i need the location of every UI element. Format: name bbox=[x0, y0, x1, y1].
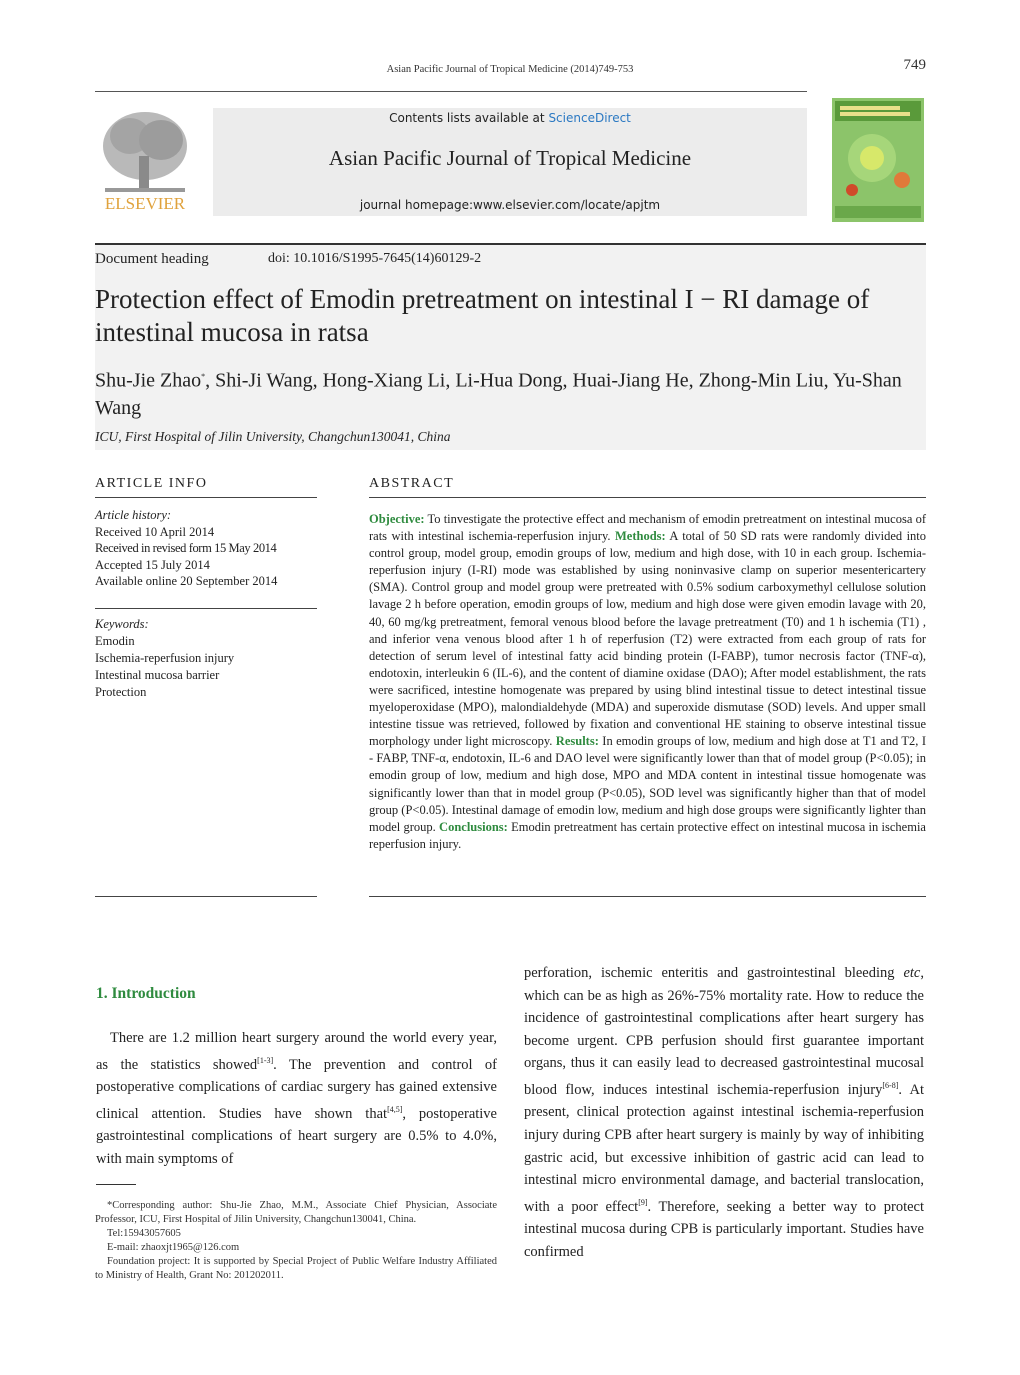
citation[interactable]: [9] bbox=[638, 1197, 648, 1207]
title-block-rule bbox=[95, 243, 926, 245]
conclusions-text: Emodin pretreatment has certain protective effect on intestinal mucosa in ischemia reperfusion injury. bbox=[369, 819, 926, 851]
article-info-rule bbox=[95, 497, 317, 498]
document-heading: Document heading bbox=[95, 251, 209, 267]
abstract-rule bbox=[369, 497, 926, 498]
keyword-item: Ischemia-reperfusion injury bbox=[95, 651, 235, 665]
methods-label: Methods: bbox=[610, 529, 666, 544]
article-title: Protection effect of Emodin pretreatment on intestinal I − RI damage of intestinal mucosa in ratsa bbox=[95, 284, 870, 347]
elsevier-logo-text: ELSEVIER bbox=[104, 194, 186, 213]
objective-label: Objective: bbox=[369, 512, 425, 526]
body-column-left bbox=[96, 1027, 497, 1170]
keywords-rule bbox=[95, 608, 317, 609]
history-label: Article history: bbox=[95, 508, 172, 522]
article-info-heading: ARTICLE INFO bbox=[95, 476, 208, 491]
body-text: . The prevention and control of postoperative complications of cardiac surgery has gained extensive clinical attention. Studies have shown that bbox=[96, 1056, 498, 1122]
other-authors: , Shi-Ji Wang, Hong-Xiang Li, Li-Hua Dong, Huai-Jiang He, Zhong-Min Liu, Yu-Shan Wang bbox=[95, 369, 902, 419]
footnote-rule bbox=[96, 1184, 136, 1185]
corresponding-author-note: *Corresponding author: Shu-Jie Zhao, M.M., Associate Chief Physician, Associate Professor, ICU, First Hospital of Jilin University, Changchun130041, China. bbox=[95, 1200, 497, 1225]
corresponding-mark: * bbox=[201, 372, 206, 381]
citation[interactable]: [1-3] bbox=[257, 1055, 274, 1065]
body-text: , which can be as high as 26%-75% mortality rate. How to reduce the incidence of gastrointestinal complications after heart surgery has become urgent. CPB perfusion should first guarantee important organs, thus it can easily lead to decreased gastrointestinal mucosal blood flow, induces intestinal ischemia-reperfusion injury bbox=[524, 965, 924, 1098]
online-date: Available online 20 September 2014 bbox=[95, 574, 278, 588]
header-rule bbox=[95, 91, 807, 92]
results-label: Results: bbox=[552, 734, 599, 749]
running-head: Asian Pacific Journal of Tropical Medicine (2014)749-753 bbox=[386, 64, 634, 75]
keyword-item: Protection bbox=[95, 685, 147, 699]
body-text: There are 1.2 million heart surgery around the world every year, as the statistics showed bbox=[96, 1030, 497, 1073]
keyword-item: Intestinal mucosa barrier bbox=[95, 668, 220, 682]
authors bbox=[95, 363, 927, 422]
telephone-note: Tel:15943057605 bbox=[107, 1228, 181, 1239]
foundation-note: Foundation project: It is supported by Special Project of Public Welfare Industry Affiliated to Ministry of Health, Grant No: 201202011. bbox=[95, 1256, 497, 1281]
results-text: In emodin groups of low, medium and high dose at T1 and T2, I - FABP, TNF-α, endotoxin, IL-6 and DAO level were significantly lower than that of model group (P<0.05); in emodin group of low, medium and high dose, MPO and MDA content in intestinal tissue homogenate was significantly lower than that in model group (P<0.05), SOD level was significantly higher than that of model group (P<0.05). Intestinal damage of emodin low, medium and high dose groups were significantly lighter than model group. bbox=[369, 734, 926, 834]
citation[interactable]: [6-8] bbox=[882, 1080, 899, 1090]
journal-cover-image bbox=[832, 98, 924, 222]
keyword-item: Emodin bbox=[95, 634, 135, 648]
contents-prefix: Contents lists available at bbox=[389, 111, 549, 125]
citation[interactable]: [4,5] bbox=[387, 1104, 403, 1114]
received-date: Received 10 April 2014 bbox=[95, 524, 215, 539]
keywords bbox=[95, 616, 317, 701]
accepted-date: Accepted 15 July 2014 bbox=[95, 557, 210, 572]
elsevier-logo bbox=[95, 106, 195, 214]
objective-text: To tinvestigate the protective effect and mechanism of emodin pretreatment on intestinal mucosa of rats with intestinal ischemia-reperfusion injury. bbox=[369, 512, 926, 544]
body-text-italic: etc bbox=[903, 965, 921, 981]
methods-text: A total of 50 SD rats were randomly divided into control group, model group, emodin groups of low, medium and high dose, with 10 in each group. Ischemia-reperfusion injury (I-RI) mode was established by using noninvasive clamp on superior mesentericartery (SMA). Control group and model group were pretreated with 0.5% sodium carboxymethyl cellulose solution lavage 2 h before operation, emodin groups of low, medium and high dose were given emodin lavage with 20, 40, 60 mg/kg pretreatment, femoral venous blood before the lavage pretreatment (T0) and 1 h ischemia (T1) , and inferior vena venous blood after 1 h of reperfusion (T2) were extracted from each group of rats for detection of serum level of intestinal fatty acid binding protein (I-FABP), tumor necrosis factor (TNF-α), endotoxin, interleukin 6 (IL-6), and the content of diamine oxidase (DAO); After model establishment, the rats were sacrificed, intestine homogenate was prepared by using blind intestinal tissue to detect intestinal tissue myeloperoxidase (MPO), malondialdehyde (MDA) and superoxide dismutase (SOD) levels. And upper small intestine tissue was retrieved, followed by fixation and conventional HE staining to observe intestinal tissue morphology under light microscopy. bbox=[369, 529, 927, 749]
abstract-heading: ABSTRACT bbox=[369, 476, 455, 491]
email-note[interactable]: E-mail: zhaoxjt1965@126.com bbox=[107, 1242, 240, 1253]
doi: doi: 10.1016/S1995-7645(14)60129-2 bbox=[268, 251, 482, 266]
journal-homepage[interactable]: journal homepage:www.elsevier.com/locate/apjtm bbox=[359, 198, 661, 212]
body-text: , postoperative gastrointestinal complications of heart surgery are 0.5% to 4.0%, with main symptoms of bbox=[96, 1105, 497, 1167]
body-text: perforation, ischemic enteritis and gastrointestinal bleeding bbox=[524, 965, 904, 981]
first-author: Shu-Jie Zhao bbox=[95, 369, 202, 392]
abstract-text bbox=[369, 511, 926, 853]
keywords-label: Keywords: bbox=[95, 617, 149, 631]
affiliation: ICU, First Hospital of Jilin University, Changchun130041, China bbox=[95, 429, 451, 444]
introduction-heading: 1. Introduction bbox=[96, 985, 196, 1002]
page-number: 749 bbox=[903, 57, 926, 73]
conclusions-label: Conclusions: bbox=[435, 819, 508, 834]
article-history bbox=[95, 507, 317, 590]
article-info-bottom-rule bbox=[95, 896, 317, 897]
abstract-bottom-rule bbox=[369, 896, 926, 897]
journal-title: Asian Pacific Journal of Tropical Medicine bbox=[328, 146, 692, 170]
body-text: . At present, clinical protection against intestinal ischemia-reperfusion injury during CPB after heart surgery is mainly by way of inhibiting gastric acid, but excessive inhibition of gastric acid can lead to intestinal micro environmental damage, and bacterial translocation, with a poor effect bbox=[524, 1081, 924, 1215]
body-text: . Therefore, seeking a better way to protect intestinal mucosa during CPB is particularly important. Studies have confirmed bbox=[524, 1198, 924, 1260]
body-column-right bbox=[524, 962, 924, 1263]
contents-line bbox=[213, 111, 807, 125]
revised-date: Received in revised form 15 May 2014 bbox=[95, 541, 277, 555]
footnotes bbox=[95, 1199, 497, 1283]
sciencedirect-link[interactable]: ScienceDirect bbox=[548, 111, 631, 125]
